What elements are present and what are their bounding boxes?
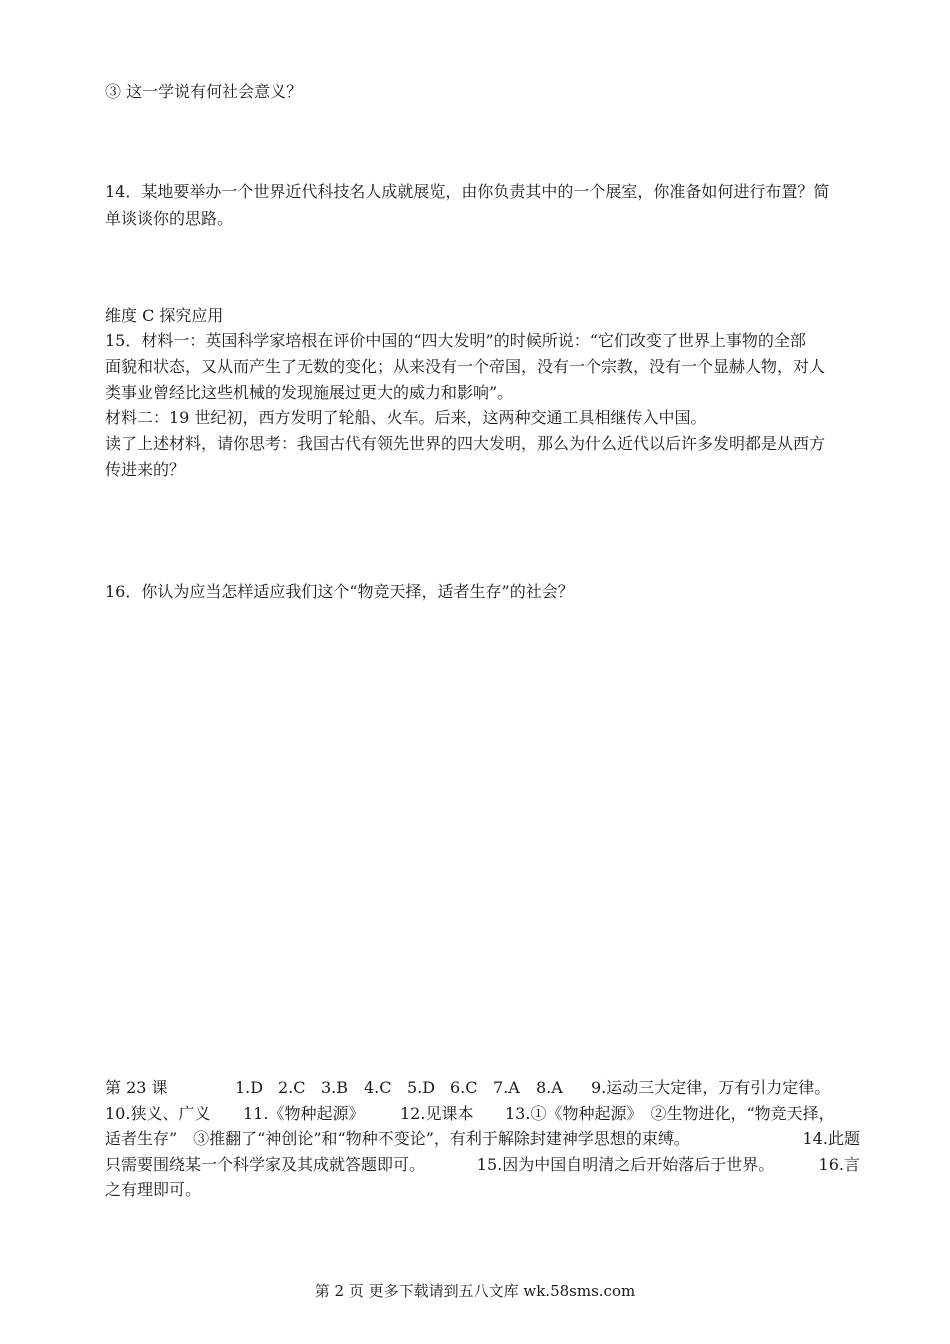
answer-6: 6.C — [450, 1078, 478, 1097]
answer-16-part-1: 16.言 — [818, 1155, 860, 1174]
answers-row-3 — [105, 1127, 860, 1151]
answers-row-1 — [105, 1076, 860, 1100]
question-15-line-4: 材料二：19 世纪初，西方发明了轮船、火车。后来，这两种交通工具相继传入中国。 — [105, 408, 707, 427]
answer-lesson: 第 23 课 — [105, 1078, 168, 1097]
answer-3: 3.B — [321, 1078, 349, 1097]
question-15-line-2: 面貌和状态，又从而产生了无数的变化；从来没有一个帝国，没有一个宗教，没有一个显赫人物，对人 — [105, 357, 826, 376]
question-15-line-3: 类事业曾经比这些机械的发现施展过更大的威力和影响”。 — [105, 383, 514, 402]
answers-row-2 — [105, 1102, 860, 1126]
page-footer: 第 2 页 更多下载请到五八文库 wk.58sms.com — [314, 1282, 636, 1300]
question-16: 16．你认为应当怎样适应我们这个“物竞天择，适者生存”的社会？ — [105, 582, 574, 601]
question-13-sub-3: ③ 这一学说有何社会意义？ — [105, 82, 303, 101]
question-15-line-5: 读了上述材料，请你思考：我国古代有领先世界的四大发明，那么为什么近代以后许多发明都是从西方 — [105, 434, 826, 453]
question-14-line-2: 单谈谈你的思路。 — [105, 209, 234, 228]
answer-11: 11.《物种起源》 — [243, 1104, 365, 1123]
answer-15: 15.因为中国自明清之后开始落后于世界。 — [476, 1155, 775, 1174]
answer-13-part-1: 13.①《物种起源》 ②生物进化，“物竞天择， — [505, 1104, 835, 1123]
answer-14-part-1: 14.此题 — [802, 1129, 860, 1148]
answer-8: 8.A — [536, 1078, 563, 1097]
answers-row-5 — [105, 1178, 860, 1202]
answer-12: 12.见课本 — [400, 1104, 474, 1123]
question-14-line-1: 14．某地要举办一个世界近代科技名人成就展览，由你负责其中的一个展室，你准备如何进行布置？简 — [105, 182, 830, 201]
answer-4: 4.C — [364, 1078, 392, 1097]
answer-9: 9.运动三大定律，万有引力定律。 — [591, 1078, 831, 1097]
answer-16-part-2: 之有理即可。 — [105, 1180, 202, 1199]
answer-2: 2.C — [278, 1078, 306, 1097]
answer-14-part-2: 只需要围绕某一个科学家及其成就答题即可。 — [105, 1155, 426, 1174]
question-15-line-6: 传进来的？ — [105, 460, 186, 479]
answers-row-4 — [105, 1153, 860, 1177]
answer-7: 7.A — [493, 1078, 520, 1097]
answer-1: 1.D — [235, 1078, 264, 1097]
answer-10: 10.狭义、广义 — [105, 1104, 211, 1123]
section-heading-c: 维度 C 探究应用 — [105, 306, 224, 325]
answer-13-part-2: 适者生存” ③推翻了“神创论”和“物种不变论”，有利于解除封建神学思想的束缚。 — [105, 1129, 690, 1148]
question-15-line-1: 15．材料一：英国科学家培根在评价中国的“四大发明”的时候所说：“它们改变了世界上事物的全部 — [105, 331, 806, 350]
answer-5: 5.D — [407, 1078, 436, 1097]
